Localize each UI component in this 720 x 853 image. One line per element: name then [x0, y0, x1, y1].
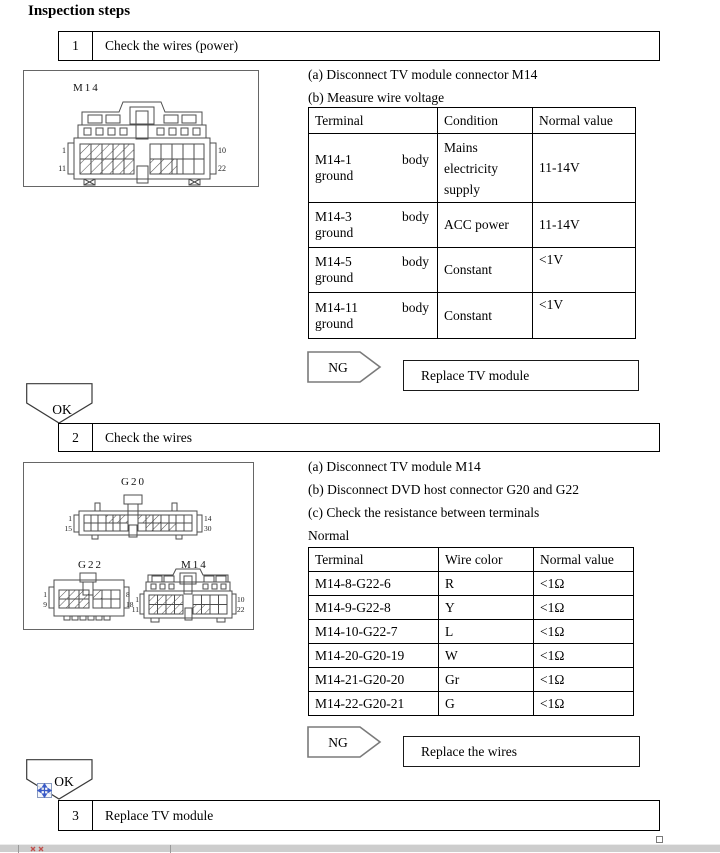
- value-cell: 11-14V: [533, 134, 636, 203]
- terminal-cell: [309, 248, 438, 293]
- step-3-label: Replace TV module: [105, 807, 214, 823]
- ng-arrow-2: [307, 726, 382, 758]
- terminal-ref: body: [402, 254, 429, 269]
- table-row: [309, 572, 634, 596]
- step-1-box: [58, 31, 660, 61]
- value-cell: <1Ω: [534, 692, 634, 716]
- table-row: [309, 644, 634, 668]
- terminal-cell: [309, 203, 438, 248]
- header-normal-value: Normal value: [533, 108, 636, 134]
- value-cell: <1Ω: [534, 596, 634, 620]
- red-mark-icon: [30, 846, 46, 852]
- figure-m14: [23, 70, 259, 187]
- step-1-label: Check the wires (power): [105, 38, 239, 53]
- value-cell: <1Ω: [534, 572, 634, 596]
- terminal-cell: M14-9-G22-8: [309, 596, 439, 620]
- terminal-ref: body: [402, 152, 429, 167]
- header-wire-color: Wire color: [439, 548, 534, 572]
- pin-number: 11: [131, 605, 139, 614]
- table-row: [309, 134, 636, 203]
- terminal-cell: M14-21-G20-20: [309, 668, 439, 692]
- value-cell: 11-14V: [533, 203, 636, 248]
- table-row: [309, 620, 634, 644]
- resistance-table: [308, 547, 634, 716]
- terminal-ref: body: [402, 209, 429, 224]
- g22-connector-body: [49, 573, 129, 620]
- header-normal-value: Normal value: [534, 548, 634, 572]
- note-a: (a) Disconnect TV module connector M14: [308, 67, 538, 82]
- note-b: (b) Measure wire voltage: [308, 90, 445, 105]
- voltage-table: [308, 107, 636, 339]
- status-bar: [0, 844, 720, 852]
- ng-label: NG: [328, 735, 348, 750]
- header-terminal: Terminal: [309, 108, 438, 134]
- pin-number: 1: [43, 590, 47, 599]
- figure-g20-g22-m14: [23, 462, 254, 630]
- page-title: Inspection steps: [28, 3, 131, 19]
- terminal-cell: M14-8-G22-6: [309, 572, 439, 596]
- value-cell: <1Ω: [534, 644, 634, 668]
- normal-label: Normal: [308, 528, 350, 543]
- table-header-row: [309, 548, 634, 572]
- wire-color-cell: Y: [439, 596, 534, 620]
- terminal-ref2: ground: [315, 225, 354, 240]
- value-cell: <1Ω: [534, 620, 634, 644]
- pin-number: 22: [237, 605, 245, 614]
- pin-number: 30: [204, 524, 212, 533]
- section1-notes: [308, 66, 648, 112]
- terminal-cell: [309, 134, 438, 203]
- connector-label-g20: G20: [121, 476, 146, 488]
- terminal-cell: M14-20-G20-19: [309, 644, 439, 668]
- value-cell: <1Ω: [534, 668, 634, 692]
- connector-label-g22: G22: [78, 559, 103, 571]
- terminal-cell: M14-22-G20-21: [309, 692, 439, 716]
- note-b: (b) Disconnect DVD host connector G20 and G22: [308, 482, 580, 497]
- move-handle-icon[interactable]: [37, 783, 52, 798]
- connectors-drawing: [24, 463, 253, 629]
- terminal-ref2: ground: [315, 315, 354, 331]
- value-cell: <1V: [533, 293, 636, 339]
- terminal-id: M14-5: [315, 254, 352, 269]
- terminal-ref2: ground: [315, 168, 354, 183]
- pin-number: 9: [43, 600, 47, 609]
- terminal-id: M14-3: [315, 209, 352, 224]
- wire-color-cell: G: [439, 692, 534, 716]
- pin-number: 11: [58, 164, 66, 173]
- terminal-ref: body: [402, 299, 429, 315]
- terminal-cell: M14-10-G22-7: [309, 620, 439, 644]
- wire-color-cell: Gr: [439, 668, 534, 692]
- table-row: [309, 692, 634, 716]
- step-2-number: 2: [59, 424, 93, 451]
- wire-color-cell: R: [439, 572, 534, 596]
- pin-number: 18: [126, 600, 134, 609]
- step-2-box: [58, 423, 660, 452]
- action-box-replace-wires: Replace the wires: [403, 736, 640, 767]
- value-cell: <1V: [533, 248, 636, 293]
- pin-number: 1: [62, 146, 66, 155]
- header-condition: Condition: [438, 108, 533, 134]
- pin-number: 22: [218, 164, 226, 173]
- g20-connector-body: [74, 495, 202, 539]
- section2-notes: [308, 458, 668, 550]
- ok-flag-1: [26, 383, 93, 424]
- condition-cell: ACC power: [438, 203, 533, 248]
- wire-color-cell: W: [439, 644, 534, 668]
- m14-small-connector-body: [140, 569, 236, 622]
- pin-number: 8: [126, 590, 130, 599]
- table-header-row: [309, 108, 636, 134]
- step-3-box: [58, 800, 660, 831]
- condition-cell: Mains electricity supply: [438, 134, 533, 203]
- condition-cell: Constant: [438, 248, 533, 293]
- pin-number: 10: [218, 146, 226, 155]
- wire-color-cell: L: [439, 620, 534, 644]
- terminal-id: M14-11: [315, 299, 358, 315]
- pin-number: 15: [64, 524, 72, 533]
- step-3-number: 3: [59, 801, 93, 830]
- action-box-replace-tv-module: Replace TV module: [403, 360, 639, 391]
- ok-label: OK: [52, 402, 72, 417]
- pin-number: 1: [135, 595, 139, 604]
- m14-connector-drawing: [24, 71, 258, 186]
- step-1-number: 1: [59, 32, 93, 60]
- pin-number: 10: [237, 595, 245, 604]
- terminal-cell: [309, 293, 438, 339]
- pin-number: 14: [204, 514, 212, 523]
- table-row: [309, 248, 636, 293]
- ok-label: OK: [54, 774, 74, 789]
- resize-handle[interactable]: [656, 836, 663, 843]
- ng-label: NG: [328, 360, 348, 375]
- connector-label-m14-small: M14: [181, 559, 208, 571]
- connector-label-m14: M14: [73, 82, 100, 94]
- terminal-ref2: ground: [315, 270, 354, 285]
- table-row: [309, 293, 636, 339]
- condition-cell: Constant: [438, 293, 533, 339]
- step-2-label: Check the wires: [105, 429, 192, 445]
- pin-number: 1: [68, 514, 72, 523]
- table-row: [309, 668, 634, 692]
- terminal-id: M14-1: [315, 152, 352, 167]
- table-row: [309, 203, 636, 248]
- m14-connector-body: [68, 102, 216, 185]
- table-row: [309, 596, 634, 620]
- ng-arrow-1: [307, 351, 382, 383]
- header-terminal: Terminal: [309, 548, 439, 572]
- note-c: (c) Check the resistance between terminals: [308, 505, 540, 520]
- note-a: (a) Disconnect TV module M14: [308, 459, 481, 474]
